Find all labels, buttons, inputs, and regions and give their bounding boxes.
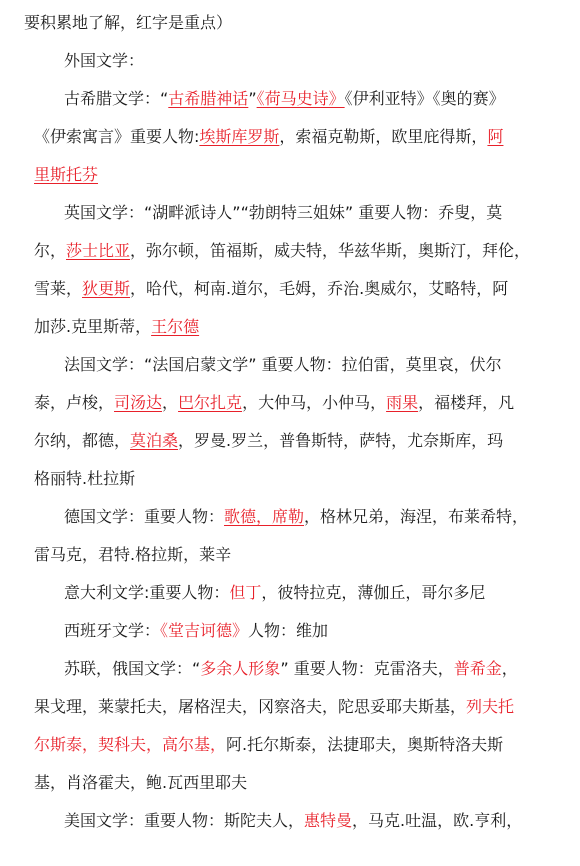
text-line — [34, 460, 566, 498]
highlighted-text: 歌德，席勒 — [224, 507, 305, 526]
text-line — [34, 232, 566, 270]
text-line — [34, 308, 566, 346]
text-segment: 基，肖洛霍夫，鲍.瓦西里耶夫 — [34, 773, 248, 792]
text-line — [34, 156, 566, 194]
text-segment: 古希腊文学：“ — [64, 89, 169, 108]
highlighted-text: 《堂吉诃德》 — [160, 621, 249, 640]
text-line — [34, 80, 566, 118]
text-segment: ，马克.吐温，欧.亨利， — [352, 811, 523, 830]
text-segment: ， — [162, 393, 179, 412]
highlighted-text: 狄更斯 — [82, 279, 131, 298]
highlighted-text: 普希金 — [453, 659, 502, 678]
text-segment: 要积累地了解，红字是重点） — [24, 13, 233, 32]
highlighted-text: 埃斯库罗斯 — [199, 127, 280, 146]
text-line — [34, 498, 566, 536]
highlighted-text: 古希腊神话 — [168, 89, 249, 108]
text-segment: 《伊利亚特》《奥的赛》 — [344, 89, 505, 108]
text-line — [34, 536, 566, 574]
highlighted-text: 雨果 — [386, 393, 419, 412]
text-line — [34, 270, 566, 308]
text-segment: 尔， — [34, 241, 67, 260]
text-line — [34, 346, 566, 384]
text-line — [34, 726, 566, 764]
text-segment: 外国文学： — [64, 51, 145, 70]
text-line — [34, 650, 566, 688]
highlighted-text: 阿 — [487, 127, 504, 146]
text-line — [34, 612, 566, 650]
text-segment: 德国文学：重要人物： — [64, 507, 225, 526]
text-line — [34, 802, 566, 840]
text-segment: ” — [248, 89, 257, 108]
text-segment: ，彼特拉克，薄伽丘，哥尔多尼 — [261, 583, 486, 602]
text-line — [34, 42, 566, 80]
highlighted-text: 巴尔扎克 — [178, 393, 243, 412]
highlighted-text: 王尔德 — [151, 317, 200, 336]
text-line — [34, 574, 566, 612]
text-segment: ，大仲马，小仲马， — [242, 393, 387, 412]
text-segment: 雪莱， — [34, 279, 83, 298]
text-segment: ，弥尔顿，笛福斯，威夫特，华兹华斯，奥斯汀，拜伦， — [130, 241, 531, 260]
text-line — [34, 118, 566, 156]
text-segment: ，哈代，柯南.道尔，毛姆，乔治.奥威尔，艾略特，阿 — [130, 279, 509, 298]
text-line — [34, 194, 566, 232]
highlighted-text: 尔斯泰，契科夫，高尔基， — [34, 735, 227, 754]
text-segment: 法国文学：“法国启蒙文学” 重要人物：拉伯雷，莫里哀，伏尔 — [64, 355, 502, 374]
highlighted-text: 但丁 — [229, 583, 262, 602]
text-segment: 美国文学：重要人物：斯陀夫人， — [64, 811, 305, 830]
text-segment: 意大利文学:重要人物： — [64, 583, 230, 602]
highlighted-text: 列夫托 — [466, 697, 515, 716]
text-segment: ， — [501, 659, 518, 678]
text-segment: ，索福克勒斯，欧里庇得斯， — [279, 127, 488, 146]
highlighted-text: 司汤达 — [114, 393, 163, 412]
text-segment: ，福楼拜，凡 — [418, 393, 515, 412]
text-segment: 加莎.克里斯蒂， — [34, 317, 152, 336]
text-segment: 泰，卢梭， — [34, 393, 115, 412]
text-segment: ” 重要人物：克雷洛夫， — [280, 659, 454, 678]
text-segment: 雷马克，君特.格拉斯，莱辛 — [34, 545, 232, 564]
text-line — [34, 688, 566, 726]
text-segment: ，罗曼.罗兰，普鲁斯特，萨特，尤奈斯库，玛 — [178, 431, 504, 450]
text-segment: 英国文学：“湖畔派诗人”“勃朗特三姐妹” 重要人物：乔叟，莫 — [64, 203, 503, 222]
highlighted-text: 莎士比亚 — [66, 241, 131, 260]
highlighted-text: 里斯托芬 — [34, 165, 99, 184]
text-segment: 格丽特.杜拉斯 — [34, 469, 136, 488]
text-segment: 《伊索寓言》重要人物: — [34, 127, 200, 146]
text-segment: 阿.托尔斯泰，法捷耶夫，奥斯特洛夫斯 — [226, 735, 504, 754]
text-segment: 西班牙文学： — [64, 621, 161, 640]
highlighted-text: 惠特曼 — [304, 811, 353, 830]
highlighted-text: 《荷马史诗》 — [256, 89, 345, 108]
text-segment: 苏联，俄国文学：“ — [64, 659, 201, 678]
text-line — [24, 4, 566, 42]
highlighted-text: 多余人形象 — [200, 659, 281, 678]
highlighted-text: 莫泊桑 — [130, 431, 179, 450]
text-segment: 果戈理，莱蒙托夫，屠格涅夫，冈察洛夫，陀思妥耶夫斯基， — [34, 697, 467, 716]
text-line — [34, 384, 566, 422]
text-segment: 人物：维加 — [248, 621, 329, 640]
text-segment: 尔纳，都德， — [34, 431, 131, 450]
text-line — [34, 764, 566, 802]
text-line — [34, 422, 566, 460]
text-segment: ，格林兄弟，海涅，布莱希特， — [304, 507, 529, 526]
